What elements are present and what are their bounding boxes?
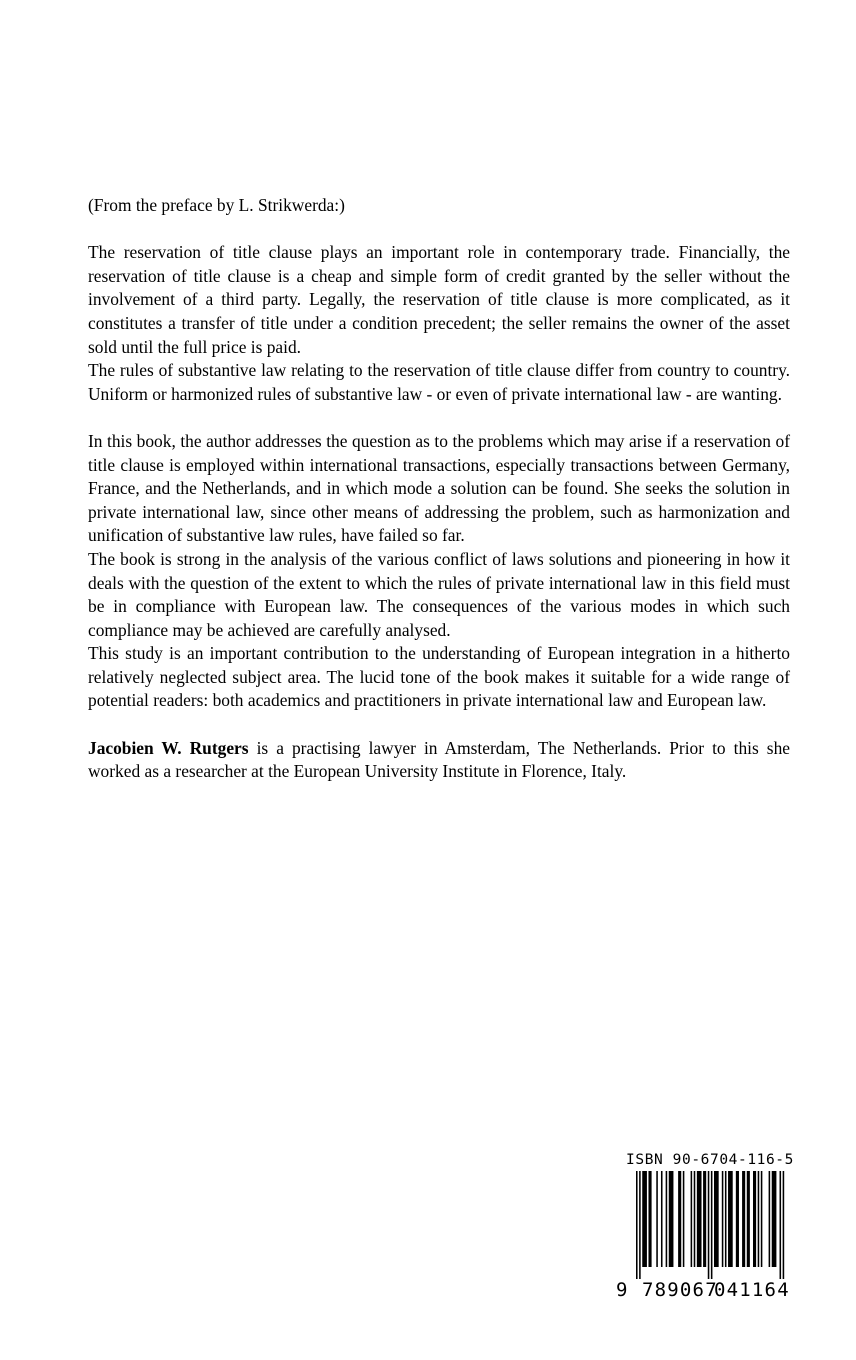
ean13-barcode-graphic xyxy=(612,1171,808,1279)
author-bio xyxy=(88,737,790,784)
paragraph-book-strength: The book is strong in the analysis of the various conflict of laws solutions and pioneering in how it deals with the question of the extent to which the rules of private international law in this field must be in compliance with European law. The consequences of the various modes in which such compliance may be achieved are carefully analysed. xyxy=(88,548,790,640)
paragraph-reservation-of-title-role: The reservation of title clause plays an important role in contemporary trade. Financially, the reservation of title clause is a cheap and simple form of credit granted by the seller without the involvement of a third party. Legally, the reservation of title clause is more complicated, as it constitutes a transfer of title under a condition precedent; the seller remains the owner of the asset sold until the full price is paid. xyxy=(88,242,790,357)
paragraph-substantive-law-rules: The rules of substantive law relating to the reservation of title clause differ from country to country. Uniform or harmonized rules of substantive law - or even of private international law - are wanting. xyxy=(88,360,790,404)
preface-attribution: (From the preface by L. Strikwerda:) xyxy=(88,195,345,215)
ean13-right-group: 041164 xyxy=(714,1279,790,1301)
barcode-bars xyxy=(612,1171,808,1279)
isbn-label: ISBN 90-6704-116-5 xyxy=(626,1152,794,1168)
paragraph-gap xyxy=(88,406,790,430)
paragraph-gap xyxy=(88,713,790,737)
paragraph-study-contribution: This study is an important contribution to the understanding of European integration in a hitherto relatively neglected subject area. The lucid tone of the book makes it suitable for a wide range of potential readers: both academics and practitioners in private international law and European law. xyxy=(88,643,790,711)
ean13-lead-digit: 9 xyxy=(616,1279,628,1301)
paragraph-book-question: In this book, the author addresses the question as to the problems which may arise if a reservation of title clause is employed within international transactions, especially transactions between Germany, France, and the Netherlands, and in which mode a solution can be found. She seeks the solution in private international law, since other means of addressing the problem, such as harmonization and unification of substantive law rules, have failed so far. xyxy=(88,430,790,546)
barcode-block xyxy=(612,1152,808,1301)
back-cover-text-column xyxy=(88,194,790,784)
ean13-left-group: 789067 xyxy=(642,1279,718,1301)
ean13-digits xyxy=(612,1279,808,1301)
author-bio-text: is a practising lawyer in Amsterdam, The Netherlands. Prior to this she worked as a researcher at the European University Institute in Florence, Italy. xyxy=(88,737,790,782)
paragraph-gap xyxy=(88,218,790,242)
author-name: Jacobien W. Rutgers xyxy=(88,737,249,758)
